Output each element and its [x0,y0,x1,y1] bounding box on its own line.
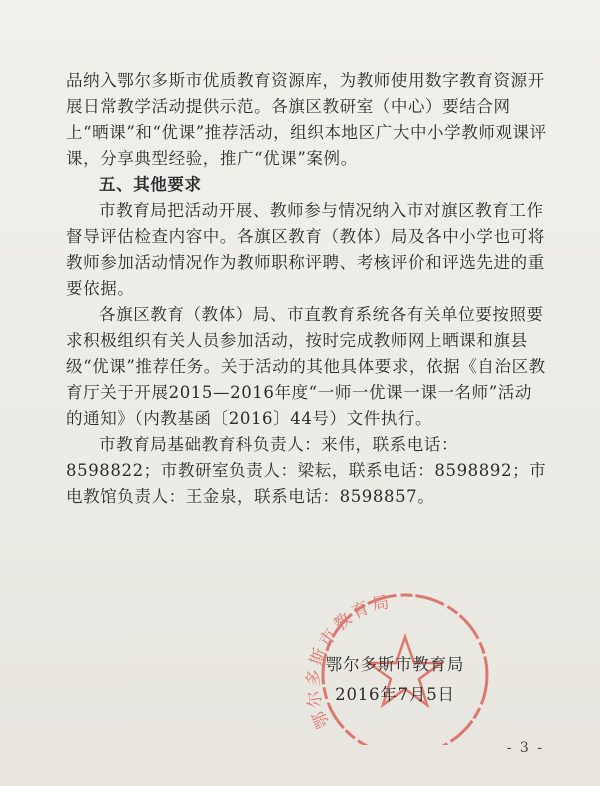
signature-date: 2016年7月5日 [335,685,455,704]
seal-text: 鄂尔多斯市教育局 [303,592,394,732]
section-heading: 五、其他要求 [99,175,202,194]
paragraph-3: 各旗区教育（教体）局、市直教育系统各有关单位要按照要求积极组织有关人员参加活动，按时完成教师网上晒课和旗县级“优课”推荐任务。关于活动的其他具体要求，依据《自治区教育厅关于开展2015—2016年度“一师一优课一课一名师”活动的通知》（内教基函〔2016〕44号）文件执行。 [66,305,546,428]
paragraph-1: 品纳入鄂尔多斯市优质教育资源库，为教师使用数字教育资源开展日常教学活动提供示范。各旗区教研室（中心）要结合网上“晒课”和“优课”推荐活动，组织本地区广大中小学教师观课评课，分享典型经验，推广“优课”案例。 [66,71,547,168]
paragraph-4: 市教育局基础教育科负责人：来伟，联系电话：8598822；市教研室负责人：梁耘，联系电话：8598892；市电教馆负责人：王金泉，联系电话：8598857。 [66,435,547,506]
page-number: - 3 - [506,740,544,756]
signature-organization: 鄂尔多斯市教育局 [325,655,465,674]
paragraph-2: 市教育局把活动开展、教师参与情况纳入市对旗区教育工作督导评估检查内容中。各旗区教育（教体）局及各中小学也可将教师参加活动情况作为教师职称评聘、考核评价和评选先进的重要依据。 [66,201,545,298]
document-body [66,68,548,510]
signature-block [300,650,490,710]
